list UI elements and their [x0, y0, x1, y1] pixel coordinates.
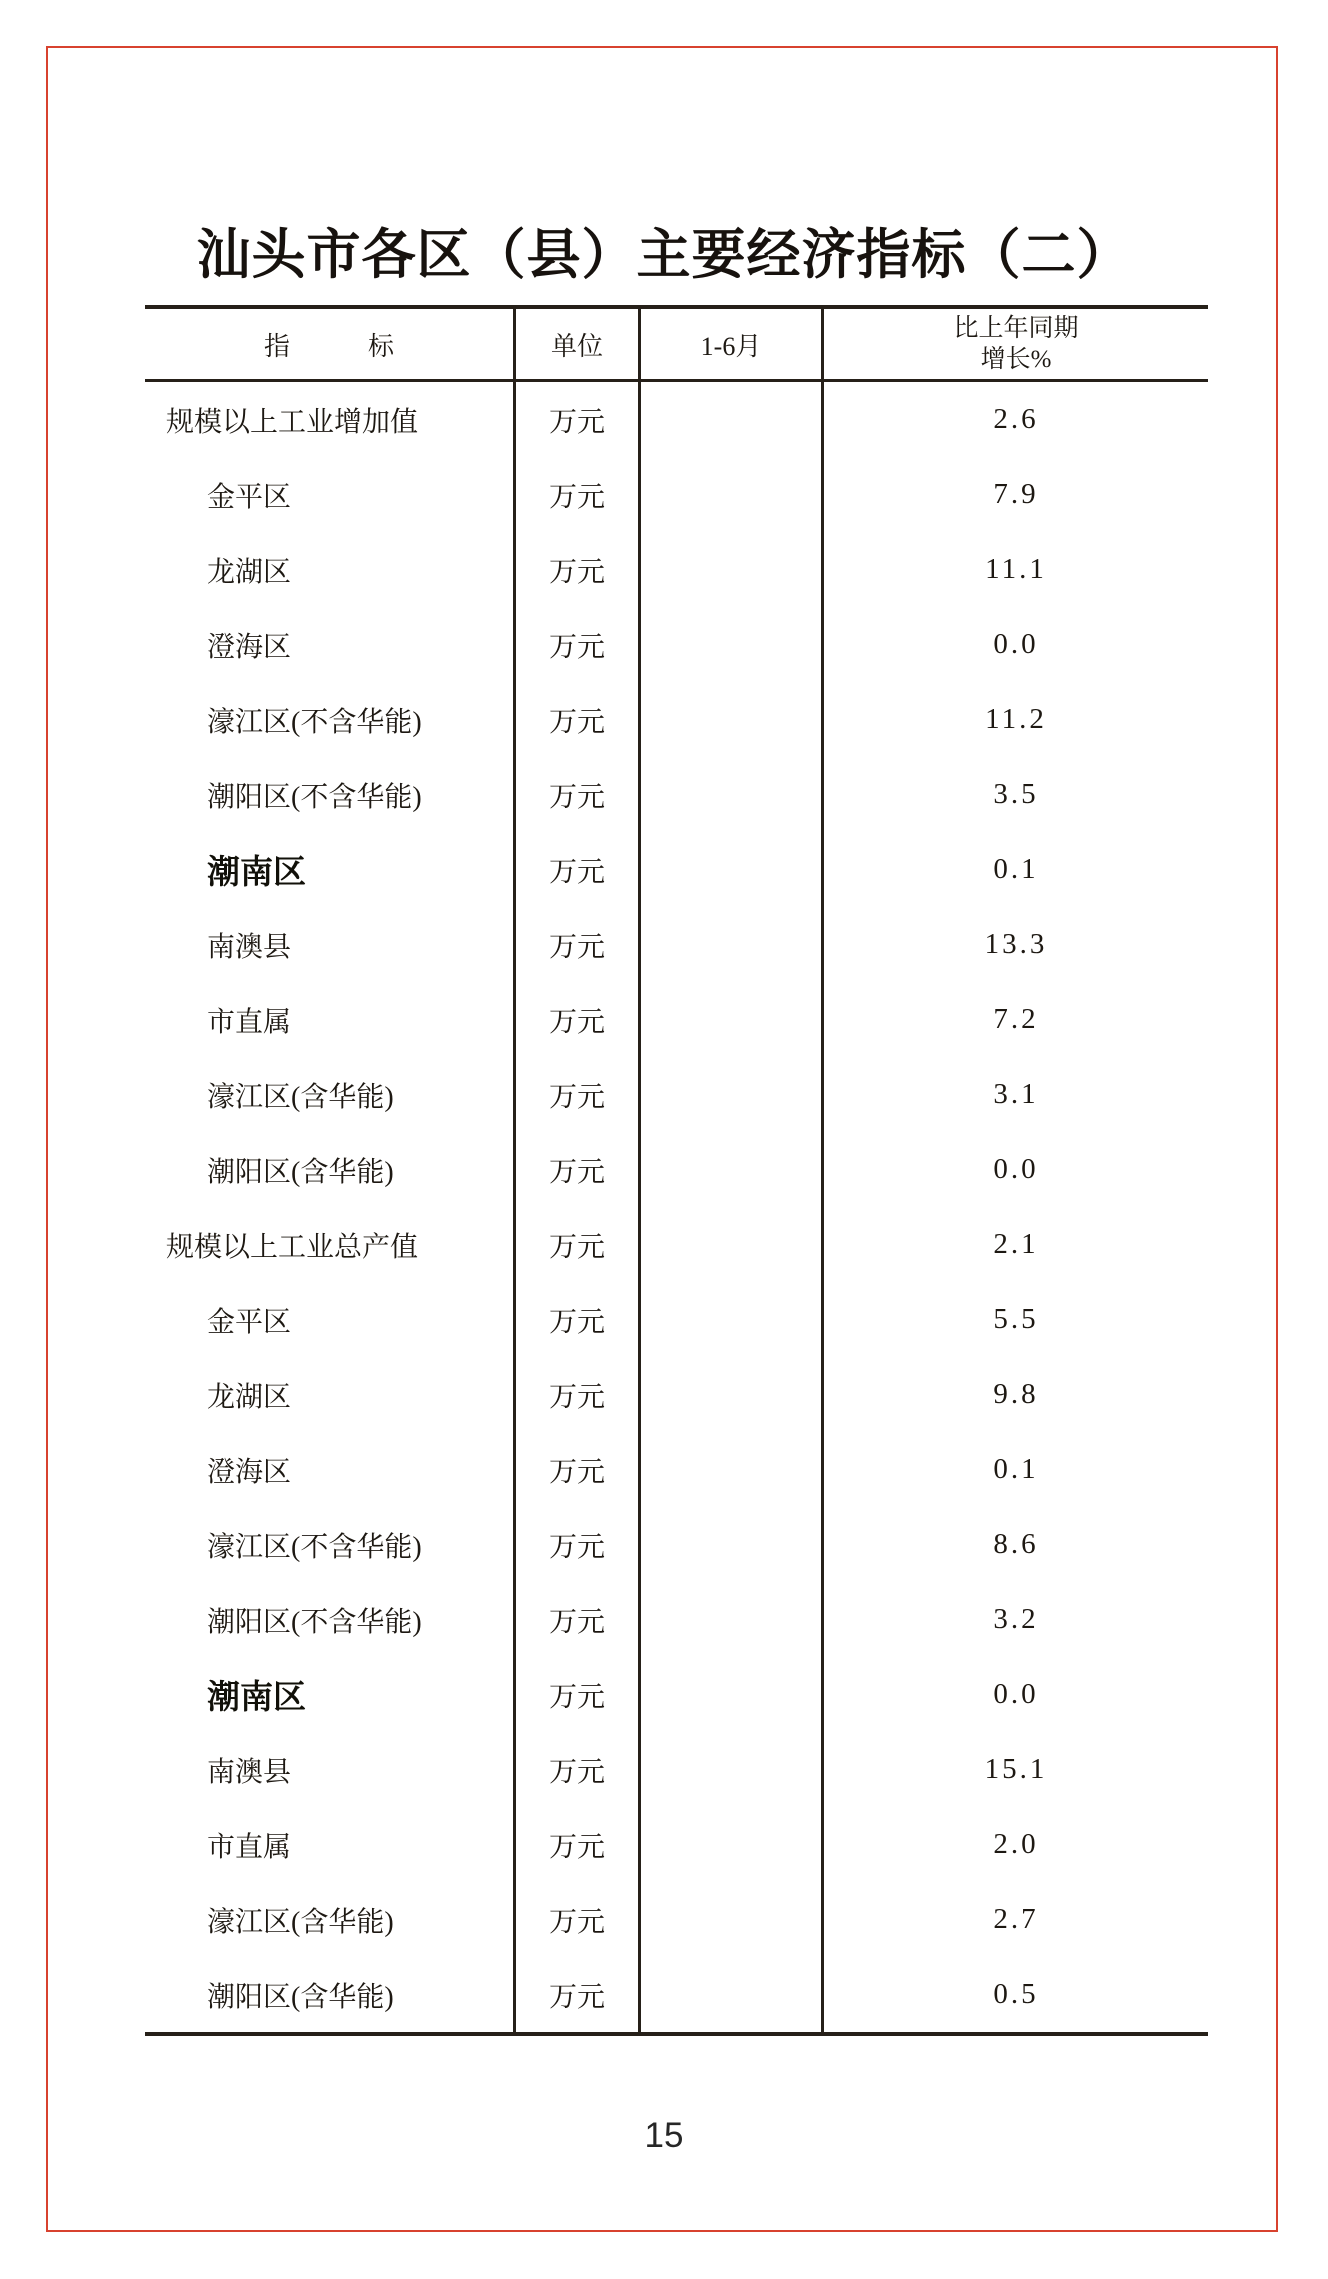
jan-jun-value-cell: [638, 757, 821, 832]
column-header-period: 1-6月: [638, 309, 821, 379]
unit-cell: 万元: [513, 1807, 638, 1882]
indicator-cell: 濠江区(含华能): [207, 1081, 394, 1113]
jan-jun-value-cell: [638, 607, 821, 682]
indicator-cell: 濠江区(不含华能): [207, 706, 422, 738]
growth-value-cell: 7.9: [821, 457, 1208, 532]
growth-value-cell: 0.0: [821, 1657, 1208, 1732]
jan-jun-value-cell: [638, 1282, 821, 1357]
unit-cell: 万元: [513, 1957, 638, 2032]
jan-jun-value-cell: [638, 1057, 821, 1132]
unit-cell: 万元: [513, 757, 638, 832]
table-row: [145, 1807, 1208, 1882]
growth-value-cell: 2.7: [821, 1882, 1208, 1957]
unit-cell: 万元: [513, 457, 638, 532]
column-header-growth-line1: 比上年同期: [953, 315, 1079, 342]
unit-cell: 万元: [513, 607, 638, 682]
unit-cell: 万元: [513, 982, 638, 1057]
table-row: [145, 1282, 1208, 1357]
unit-cell: 万元: [513, 1657, 638, 1732]
unit-cell: 万元: [513, 1207, 638, 1282]
jan-jun-value-cell: [638, 382, 821, 457]
table-row: [145, 1957, 1208, 2032]
column-header-growth: [821, 309, 1208, 379]
table-row: [145, 832, 1208, 907]
indicator-cell: 市直属: [207, 1006, 292, 1038]
jan-jun-value-cell: [638, 1882, 821, 1957]
indicator-cell: 潮南区: [207, 1678, 306, 1715]
table-row: [145, 1507, 1208, 1582]
table-row: [145, 907, 1208, 982]
growth-value-cell: 15.1: [821, 1732, 1208, 1807]
growth-value-cell: 8.6: [821, 1507, 1208, 1582]
economic-indicators-table: [145, 305, 1208, 2036]
indicator-cell: 濠江区(含华能): [207, 1906, 394, 1938]
indicator-cell: 龙湖区: [207, 1381, 292, 1413]
jan-jun-value-cell: [638, 1732, 821, 1807]
jan-jun-value-cell: [638, 1957, 821, 2032]
table-row: [145, 1657, 1208, 1732]
page-number: 15: [644, 2116, 684, 2155]
growth-value-cell: 9.8: [821, 1357, 1208, 1432]
table-row: [145, 532, 1208, 607]
growth-value-cell: 0.0: [821, 1132, 1208, 1207]
growth-value-cell: 2.1: [821, 1207, 1208, 1282]
unit-cell: 万元: [513, 1057, 638, 1132]
unit-cell: 万元: [513, 1282, 638, 1357]
unit-cell: 万元: [513, 682, 638, 757]
growth-value-cell: 0.5: [821, 1957, 1208, 2032]
column-header-unit: 单位: [513, 309, 638, 379]
jan-jun-value-cell: [638, 682, 821, 757]
growth-value-cell: 0.1: [821, 1432, 1208, 1507]
unit-cell: 万元: [513, 1882, 638, 1957]
jan-jun-value-cell: [638, 1432, 821, 1507]
jan-jun-value-cell: [638, 1807, 821, 1882]
growth-value-cell: 11.2: [821, 682, 1208, 757]
unit-cell: 万元: [513, 1582, 638, 1657]
indicator-cell: 规模以上工业增加值: [166, 406, 419, 438]
indicator-cell: 潮南区: [207, 853, 306, 890]
growth-value-cell: 0.0: [821, 607, 1208, 682]
jan-jun-value-cell: [638, 1657, 821, 1732]
page-title: 汕头市各区（县）主要经济指标（二）: [196, 225, 1132, 285]
column-header-indicator: 指 标: [263, 331, 394, 361]
unit-cell: 万元: [513, 1132, 638, 1207]
indicator-cell: 濠江区(不含华能): [207, 1531, 422, 1563]
indicator-cell: 潮阳区(不含华能): [207, 1606, 422, 1638]
jan-jun-value-cell: [638, 1357, 821, 1432]
indicator-cell: 市直属: [207, 1831, 292, 1863]
jan-jun-value-cell: [638, 832, 821, 907]
table-row: [145, 1357, 1208, 1432]
table-body: [145, 382, 1208, 2032]
growth-value-cell: 3.5: [821, 757, 1208, 832]
jan-jun-value-cell: [638, 1507, 821, 1582]
indicator-cell: 南澳县: [207, 931, 292, 963]
indicator-cell: 潮阳区(不含华能): [207, 781, 422, 813]
indicator-cell: 龙湖区: [207, 556, 292, 588]
table-row: [145, 1582, 1208, 1657]
unit-cell: 万元: [513, 532, 638, 607]
table-row: [145, 1732, 1208, 1807]
table-row: [145, 1432, 1208, 1507]
indicator-cell: 南澳县: [207, 1756, 292, 1788]
indicator-cell: 金平区: [207, 481, 292, 513]
growth-value-cell: 7.2: [821, 982, 1208, 1057]
jan-jun-value-cell: [638, 1582, 821, 1657]
jan-jun-value-cell: [638, 982, 821, 1057]
unit-cell: 万元: [513, 382, 638, 457]
column-header-growth-line2: 增长%: [980, 346, 1052, 373]
indicator-cell: 潮阳区(含华能): [207, 1156, 394, 1188]
table-row: [145, 457, 1208, 532]
unit-cell: 万元: [513, 832, 638, 907]
growth-value-cell: 5.5: [821, 1282, 1208, 1357]
table-row: [145, 1132, 1208, 1207]
unit-cell: 万元: [513, 1732, 638, 1807]
growth-value-cell: 13.3: [821, 907, 1208, 982]
growth-value-cell: 2.6: [821, 382, 1208, 457]
indicator-cell: 澄海区: [207, 631, 292, 663]
unit-cell: 万元: [513, 907, 638, 982]
unit-cell: 万元: [513, 1507, 638, 1582]
indicator-cell: 潮阳区(含华能): [207, 1981, 394, 2013]
growth-value-cell: 11.1: [821, 532, 1208, 607]
jan-jun-value-cell: [638, 532, 821, 607]
growth-value-cell: 2.0: [821, 1807, 1208, 1882]
table-header-row: [145, 309, 1208, 382]
table-row: [145, 982, 1208, 1057]
table-row: [145, 1882, 1208, 1957]
unit-cell: 万元: [513, 1432, 638, 1507]
jan-jun-value-cell: [638, 1207, 821, 1282]
indicator-cell: 澄海区: [207, 1456, 292, 1488]
table-row: [145, 757, 1208, 832]
jan-jun-value-cell: [638, 907, 821, 982]
indicator-cell: 金平区: [207, 1306, 292, 1338]
growth-value-cell: 3.2: [821, 1582, 1208, 1657]
jan-jun-value-cell: [638, 1132, 821, 1207]
table-row: [145, 607, 1208, 682]
unit-cell: 万元: [513, 1357, 638, 1432]
jan-jun-value-cell: [638, 457, 821, 532]
growth-value-cell: 3.1: [821, 1057, 1208, 1132]
table-row: [145, 1057, 1208, 1132]
table-row: [145, 682, 1208, 757]
table-row: [145, 1207, 1208, 1282]
table-row: [145, 382, 1208, 457]
growth-value-cell: 0.1: [821, 832, 1208, 907]
indicator-cell: 规模以上工业总产值: [166, 1231, 419, 1263]
